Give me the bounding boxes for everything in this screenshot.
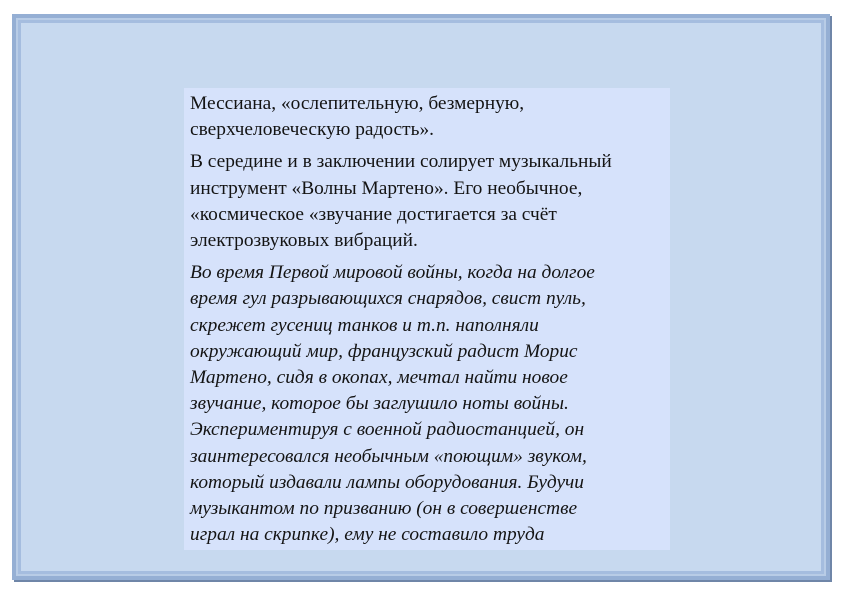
paragraph-ondes-martenot: В середине и в заключении солирует музыкальный инструмент «Волны Мартено». Его необычное, «космическое «звучание достигается за счёт электрозвуковых вибраций. — [190, 151, 612, 252]
paragraph-martenot-history: Во время Первой мировой войны, когда на долгое время гул разрывающихся снарядов, свист пуль, скрежет гусениц танков и т.п. наполняли окружающий мир, французский радист Морис Мартено, сидя в окопах, мечтал найти новое звучание, которое бы заглушило ноты войны. Экспериментируя с военной радиостанцией, он заинтересовался необычным «поющим» звуком, который издавали лампы оборудования. Будучи музыкантом по призванию (он в совершенстве играл на скрипке), ему не составило труда — [190, 262, 595, 546]
paragraph-messiaen-quote: Мессиана, «ослепительную, безмерную, сверхчеловеческую радость». — [190, 93, 525, 141]
slide-frame — [12, 14, 830, 580]
text-panel — [184, 88, 670, 550]
